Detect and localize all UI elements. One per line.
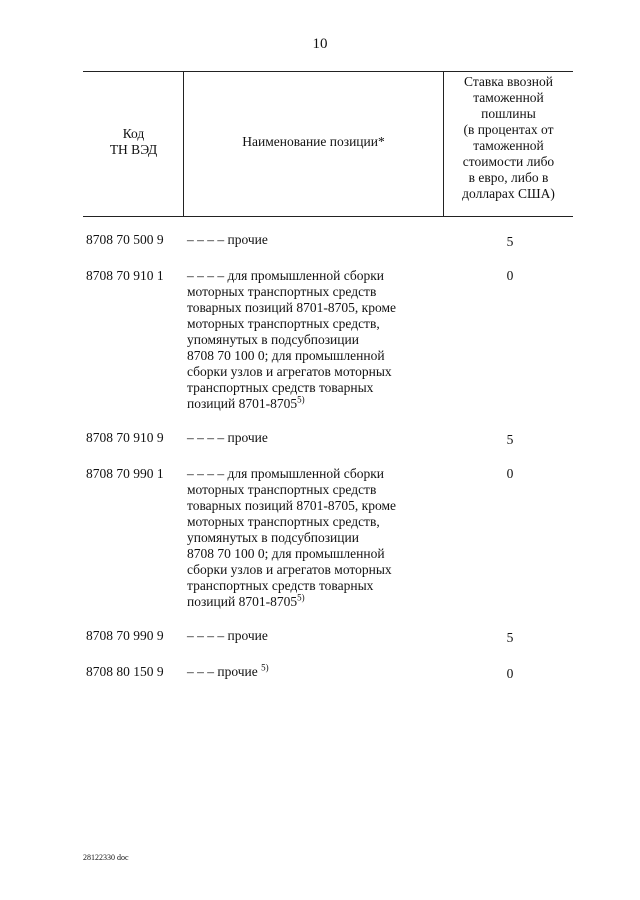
row-description-line [187, 530, 447, 546]
row-description-line [187, 562, 447, 578]
row-description-line [187, 430, 447, 446]
row-rate: 0 [506, 268, 514, 283]
row-description-line [187, 380, 447, 396]
row-description-text: позиций 8701-8705 [187, 594, 298, 609]
document-footer: 28122330 doc [83, 853, 129, 862]
header-rate-line: в евро, либо в [468, 170, 549, 185]
row-description [187, 664, 447, 682]
row-description-text: – – – – для промышленной сборки [187, 466, 385, 481]
row-description-text: – – – – прочие [187, 232, 268, 247]
row-description [187, 268, 447, 412]
row-description-line [187, 594, 447, 610]
row-description-text: позиций 8701-8705 [187, 396, 298, 411]
row-description-line [187, 232, 447, 248]
row-description-text: упомянутых в подсубпозиции [187, 332, 359, 347]
row-description [187, 466, 447, 610]
row-description-text: моторных транспортных средств, [187, 514, 380, 529]
row-description-line [187, 466, 447, 482]
row-description-text: транспортных средств товарных [187, 578, 374, 593]
row-description-line [187, 300, 447, 316]
footnote-marker: 5) [261, 662, 269, 673]
row-rate: 0 [506, 466, 514, 481]
table-row [86, 430, 573, 448]
row-rate: 5 [506, 630, 514, 645]
row-description-line [187, 546, 447, 562]
row-description-text: – – – – для промышленной сборки [187, 268, 385, 283]
row-code: 8708 80 150 9 [86, 664, 164, 679]
row-description [187, 430, 447, 448]
row-code: 8708 70 910 9 [86, 430, 164, 445]
row-code: 8708 70 990 1 [86, 466, 164, 481]
header-rate-line: (в процентах от [463, 122, 554, 137]
row-description-text: товарных позиций 8701-8705, кроме [187, 498, 396, 513]
row-description-line [187, 332, 447, 348]
row-description-line [187, 316, 447, 332]
row-description-line [187, 578, 447, 594]
row-description-line [187, 498, 447, 514]
row-description-text: упомянутых в подсубпозиции [187, 530, 359, 545]
row-description-text: 8708 70 100 0; для промышленной [187, 546, 385, 561]
row-description [187, 232, 447, 250]
row-description-text: моторных транспортных средств, [187, 316, 380, 331]
row-description-text: транспортных средств товарных [187, 380, 374, 395]
row-description-text: 8708 70 100 0; для промышленной [187, 348, 385, 363]
header-rate-line: Ставка ввозной [464, 74, 553, 89]
footnote-marker: 5) [297, 394, 305, 405]
row-description-text: сборки узлов и агрегатов моторных [187, 562, 392, 577]
row-description-text: – – – прочие [187, 664, 262, 679]
row-description-text: моторных транспортных средств [187, 482, 377, 497]
row-code: 8708 70 910 1 [86, 268, 164, 283]
header-rate-line: долларах США) [462, 186, 555, 201]
table-row [86, 664, 573, 682]
table-body [86, 232, 573, 700]
row-description-line [187, 514, 447, 530]
header-name: Наименование позиции* [242, 134, 385, 149]
table-top-rule [83, 71, 573, 72]
header-code-line: Код [122, 126, 145, 141]
row-description-text: – – – – прочие [187, 628, 268, 643]
table-row [86, 232, 573, 250]
table-row [86, 268, 573, 412]
row-description-line [187, 396, 447, 412]
header-rate [444, 74, 573, 202]
row-rate: 0 [506, 666, 514, 681]
row-description-text: сборки узлов и агрегатов моторных [187, 364, 392, 379]
row-description-text: моторных транспортных средств [187, 284, 377, 299]
header-code [84, 126, 183, 158]
row-code: 8708 70 990 9 [86, 628, 164, 643]
row-description-line [187, 482, 447, 498]
table-header-bottom-rule [83, 216, 573, 217]
footnote-marker: 5) [297, 592, 305, 603]
page-number: 10 [312, 36, 328, 52]
row-rate: 5 [506, 234, 514, 249]
row-description-line [187, 364, 447, 380]
table-row [86, 628, 573, 646]
row-description-line [187, 348, 447, 364]
row-rate: 5 [506, 432, 514, 447]
header-rate-line: стоимости либо [462, 154, 555, 169]
header-rate-line: таможенной [473, 90, 544, 105]
header-code-line: ТН ВЭД [109, 142, 158, 157]
row-code: 8708 70 500 9 [86, 232, 164, 247]
row-description-line [187, 284, 447, 300]
row-description [187, 628, 447, 646]
header-rate-line: таможенной [473, 138, 544, 153]
header-rate-line: пошлины [481, 106, 536, 121]
row-description-line [187, 664, 447, 680]
row-description-text: – – – – прочие [187, 430, 268, 445]
table-row [86, 466, 573, 610]
row-description-line [187, 268, 447, 284]
row-description-line [187, 628, 447, 644]
row-description-text: товарных позиций 8701-8705, кроме [187, 300, 396, 315]
